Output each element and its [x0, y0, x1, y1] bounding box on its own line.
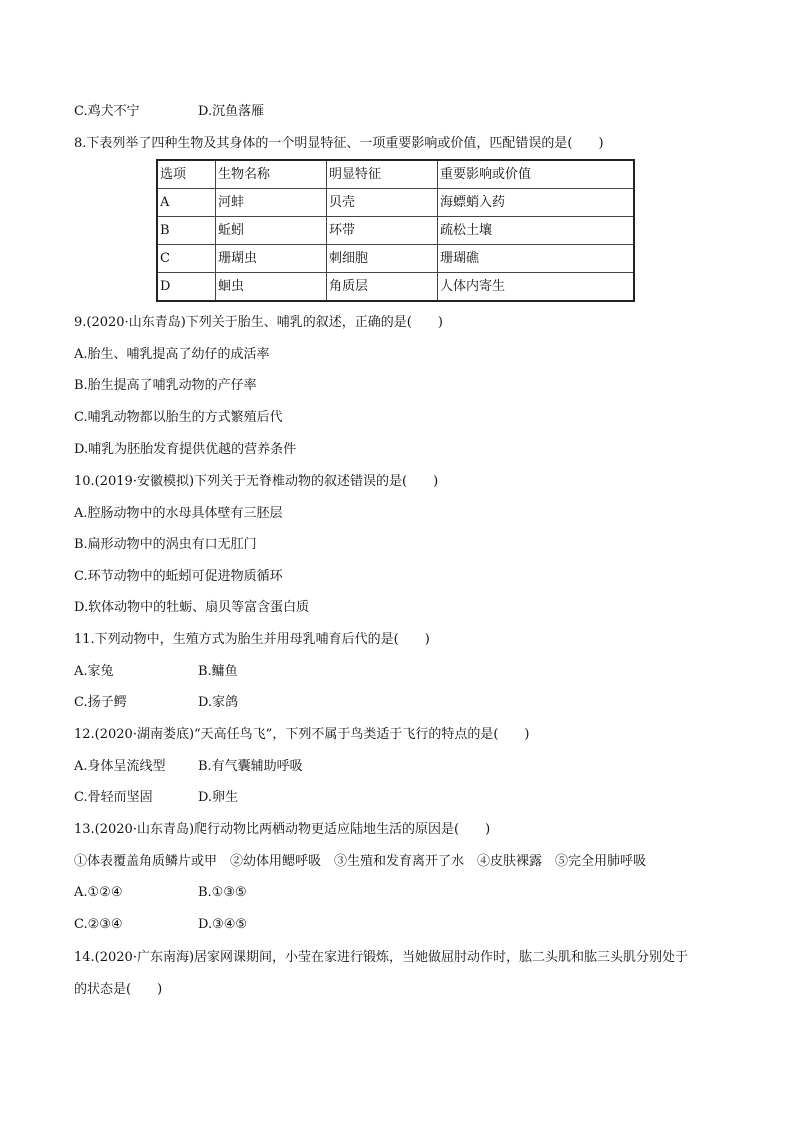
- table-row: [157, 217, 634, 245]
- q7-option-c: C.鸡犬不宁: [74, 104, 140, 119]
- table-header-cell: 选项: [157, 160, 216, 189]
- table-header-cell: 重要影响或价值: [438, 160, 635, 189]
- q9-stem: 9.(2020·山东青岛)下列关于胎生、哺乳的叙述，正确的是( ): [74, 315, 443, 330]
- q9-option-a: A.胎生、哺乳提高了幼仔的成活率: [74, 347, 270, 362]
- table-header-row: [157, 160, 634, 189]
- q7-option-d: D.沉鱼落雁: [198, 104, 265, 119]
- q9-option-c: C.哺乳动物都以胎生的方式繁殖后代: [74, 410, 283, 425]
- q12-option-b: B.有气囊辅助呼吸: [198, 759, 303, 774]
- q10-option-a: A.腔肠动物中的水母具体壁有三胚层: [74, 506, 283, 521]
- table-cell: 珊瑚礁: [438, 245, 635, 273]
- table-cell: C: [157, 245, 216, 273]
- q10-option-d: D.软体动物中的牡蛎、扇贝等富含蛋白质: [74, 600, 310, 615]
- q13-option-a: A.①②④: [74, 885, 123, 900]
- q12-option-c: C.骨轻而坚固: [74, 790, 153, 805]
- q10-option-c: C.环节动物中的蚯蚓可促进物质循环: [74, 569, 283, 584]
- q13-option-c: C.②③④: [74, 917, 123, 932]
- table-cell: 蛔虫: [216, 273, 327, 302]
- table-cell: 贝壳: [327, 189, 438, 217]
- table-cell: 河蚌: [216, 189, 327, 217]
- table-cell: 角质层: [327, 273, 438, 302]
- table-cell: B: [157, 217, 216, 245]
- table-cell: D: [157, 273, 216, 302]
- table-cell: 环带: [327, 217, 438, 245]
- q9-option-d: D.哺乳为胚胎发育提供优越的营养条件: [74, 442, 297, 457]
- q11-option-b: B.鳙鱼: [198, 664, 238, 679]
- q9-option-b: B.胎生提高了哺乳动物的产仔率: [74, 378, 257, 393]
- q13-stem: 13.(2020·山东青岛)爬行动物比两栖动物更适应陆地生活的原因是( ): [74, 822, 491, 837]
- q10-stem: 10.(2019·安徽模拟)下列关于无脊椎动物的叙述错误的是( ): [74, 474, 439, 489]
- q8-table: [156, 159, 635, 302]
- table-cell: 蚯蚓: [216, 217, 327, 245]
- q13-statements: ①体表覆盖角质鳞片或甲 ②幼体用鳃呼吸 ③生殖和发育离开了水 ④皮肤裸露 ⑤完全用肺呼吸: [74, 854, 647, 869]
- q14-stem-line2: 的状态是( ): [74, 982, 163, 997]
- q12-option-d: D.卵生: [198, 790, 239, 805]
- q14-stem-line1: 14.(2020·广东南海)居家网课期间，小莹在家进行锻炼，当她做屈肘动作时，肱二头肌和肱三头肌分别处于: [74, 950, 689, 965]
- q8-stem: 8.下表列举了四种生物及其身体的一个明显特征、一项重要影响或价值，匹配错误的是( ): [74, 136, 604, 151]
- table-cell: A: [157, 189, 216, 217]
- table-cell: 珊瑚虫: [216, 245, 327, 273]
- table-cell: 海螵蛸入药: [438, 189, 635, 217]
- table-cell: 疏松土壤: [438, 217, 635, 245]
- q11-option-d: D.家鸽: [198, 695, 239, 710]
- q13-option-d: D.③④⑤: [198, 917, 248, 932]
- q11-option-a: A.家兔: [74, 664, 114, 679]
- table-row: [157, 273, 634, 302]
- q12-option-a: A.身体呈流线型: [74, 759, 166, 774]
- q13-option-b: B.①③⑤: [198, 885, 247, 900]
- table-header-cell: 生物名称: [216, 160, 327, 189]
- table-cell: 刺细胞: [327, 245, 438, 273]
- q11-option-c: C.扬子鳄: [74, 695, 127, 710]
- table-row: [157, 189, 634, 217]
- q11-stem: 11.下列动物中，生殖方式为胎生并用母乳哺育后代的是( ): [74, 632, 430, 647]
- table-header-cell: 明显特征: [327, 160, 438, 189]
- table-row: [157, 245, 634, 273]
- table-cell: 人体内寄生: [438, 273, 635, 302]
- q12-stem: 12.(2020·湖南娄底)“天高任鸟飞”，下列不属于鸟类适于飞行的特点的是( ): [74, 727, 530, 742]
- q10-option-b: B.扁形动物中的涡虫有口无肛门: [74, 537, 257, 552]
